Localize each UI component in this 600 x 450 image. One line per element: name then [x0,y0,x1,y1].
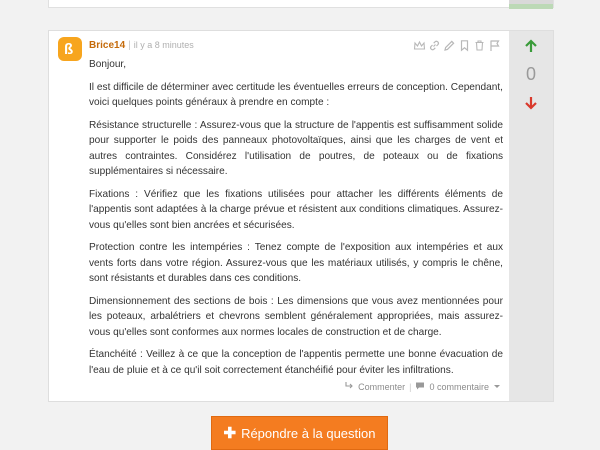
reply-to-question-button[interactable] [211,416,388,450]
comment-bubble-icon [415,381,425,393]
reply-arrow-icon [344,381,354,393]
plus-icon: ✚ [223,425,237,442]
answer-paragraph: Étanchéité : Veillez à ce que la conception de l'appentis permette une bonne évacuation de l'eau de pluie et à ce qu'il soit correctement étanchéifié pour éviter les infiltrations. [89,349,503,376]
caret-down-icon[interactable] [493,382,501,392]
meta-separator: | [128,40,131,51]
post-time: il y a 8 minutes [133,40,194,50]
previous-answer-card [48,0,554,8]
answer-paragraph: Fixations : Vérifiez que les fixations utilisées pour attacher les différents éléments de l'appentis sont adaptées à la charge prévue et résistent aux conditions climatiques. Assurez-vous qu'elles sont bien ancrées et sécurisées. [89,188,503,231]
trash-icon[interactable] [473,39,486,52]
answer-paragraph: Il est difficile de déterminer avec certitude les éventuelles erreurs de conception. Cependant, voici quelques points généraux à prendre en compte : [89,81,503,108]
answer-paragraph: Protection contre les intempéries : Tenez compte de l'exposition aux intempéries et aux vents forts dans votre région. Assurez-vous que les matériaux utilisés, y compris le chêne, sont résistants et durables dans ces conditions. [89,242,503,284]
answer-body [89,57,503,385]
answer-toolbar [413,39,501,52]
comments-count[interactable]: 0 commentaire [429,382,489,392]
brand-logo-icon [61,40,79,58]
answer-footer [344,381,501,393]
crown-icon[interactable] [413,39,426,52]
link-icon[interactable] [428,39,441,52]
answer-card [48,30,554,402]
previous-answer-vote-column [509,0,553,9]
flag-icon[interactable] [488,39,501,52]
answer-paragraph: Bonjour, [89,59,127,70]
vote-score: 0 [525,64,536,84]
footer-divider: | [409,382,412,392]
comment-link[interactable]: Commenter [358,382,406,392]
bookmark-icon[interactable] [458,39,471,52]
answer-paragraph: Dimensionnement des sections de bois : Les dimensions que vous avez mentionnées pour les poteaux, arbalétriers et chevrons semblent généralement appropriées, mais assurez-vous qu'elles sont conformes aux normes locales de construction et de charge. [89,295,503,338]
downvote-arrow-icon[interactable] [523,95,539,111]
edit-icon[interactable] [443,39,456,52]
vote-column [509,31,553,401]
upvote-arrow-icon[interactable] [523,38,539,54]
avatar[interactable] [58,37,82,61]
author-name[interactable]: Brice14 [89,40,126,51]
answer-paragraph: Résistance structurelle : Assurez-vous que la structure de l'appentis est suffisamment solide pour supporter le poids des panneaux photovoltaïques, ainsi que les charges de vent et autres contraintes. Considérez l'utilisation de poutres, de poteaux ou de fixations supplémentaires si nécessaire. [89,119,503,177]
answer-meta [89,40,194,51]
svg-text:ß: ß [64,41,74,58]
reply-button-label: Répondre à la question [241,425,376,441]
